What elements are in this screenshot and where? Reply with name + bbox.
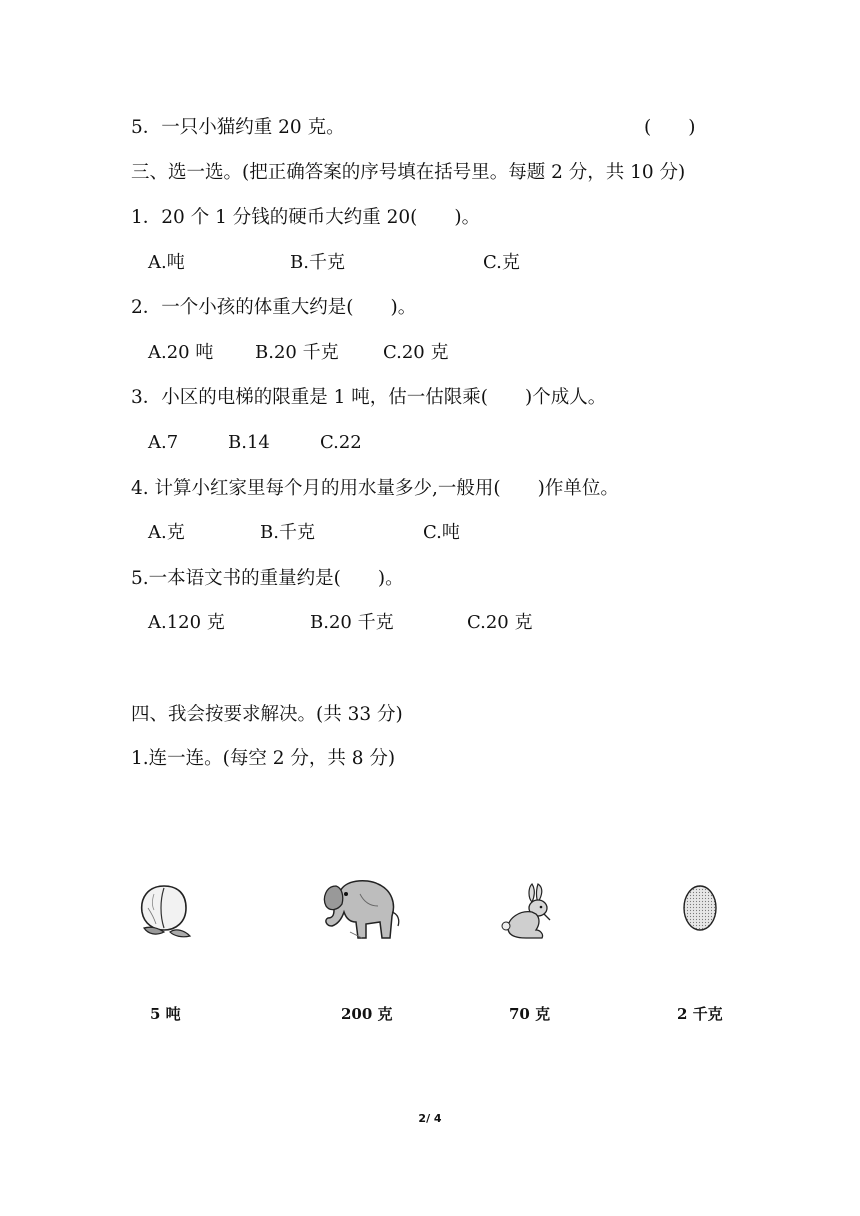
q2-option-c[interactable]: C.20 克	[383, 342, 449, 363]
q2-option-a[interactable]: A.20 吨	[148, 342, 214, 363]
question-3: 3．小区的电梯的限重是 1 吨，估一估限乘( )个成人。	[131, 387, 607, 408]
rabbit-icon[interactable]	[498, 880, 554, 942]
weight-label-2[interactable]: 200 克	[341, 1005, 393, 1023]
question-2: 2．一个小孩的体重大约是( )。	[131, 297, 417, 318]
answer-paren[interactable]: ( )	[644, 117, 696, 138]
q5-option-b[interactable]: B.20 千克	[310, 612, 394, 633]
q4-option-a[interactable]: A.克	[148, 522, 185, 543]
q1-option-c[interactable]: C.克	[483, 252, 520, 273]
tf-question-5: 5．一只小猫约重 20 克。	[131, 117, 345, 138]
q2-option-b[interactable]: B.20 千克	[255, 342, 339, 363]
question-1: 1．20 个 1 分钱的硬币大约重 20( )。	[131, 207, 481, 228]
q5-option-a[interactable]: A.120 克	[148, 612, 225, 633]
q4-option-c[interactable]: C.吨	[423, 522, 460, 543]
q5-option-c[interactable]: C.20 克	[467, 612, 533, 633]
section-4-title: 四、我会按要求解决。(共 33 分)	[131, 704, 403, 725]
weight-label-3[interactable]: 70 克	[509, 1005, 551, 1023]
peach-icon[interactable]	[134, 878, 194, 940]
section-4-question-1: 1.连一连。(每空 2 分，共 8 分)	[131, 748, 396, 769]
q3-option-c[interactable]: C.22	[320, 432, 362, 453]
egg-icon[interactable]	[680, 882, 720, 934]
q3-option-a[interactable]: A.7	[148, 432, 179, 453]
page-number: 2/ 4	[418, 1112, 442, 1125]
question-5: 5.一本语文书的重量约是( )。	[131, 568, 404, 589]
q1-option-a[interactable]: A.吨	[148, 252, 185, 273]
elephant-icon[interactable]	[320, 872, 402, 944]
q1-option-b[interactable]: B.千克	[290, 252, 345, 273]
q4-option-b[interactable]: B.千克	[260, 522, 315, 543]
q3-option-b[interactable]: B.14	[228, 432, 270, 453]
weight-label-1[interactable]: 5 吨	[150, 1005, 181, 1023]
section-3-title: 三、选一选。(把正确答案的序号填在括号里。每题 2 分，共 10 分)	[131, 162, 686, 183]
weight-label-4[interactable]: 2 千克	[677, 1005, 723, 1023]
question-4: 4. 计算小红家里每个月的用水量多少,一般用( )作单位。	[131, 478, 619, 499]
